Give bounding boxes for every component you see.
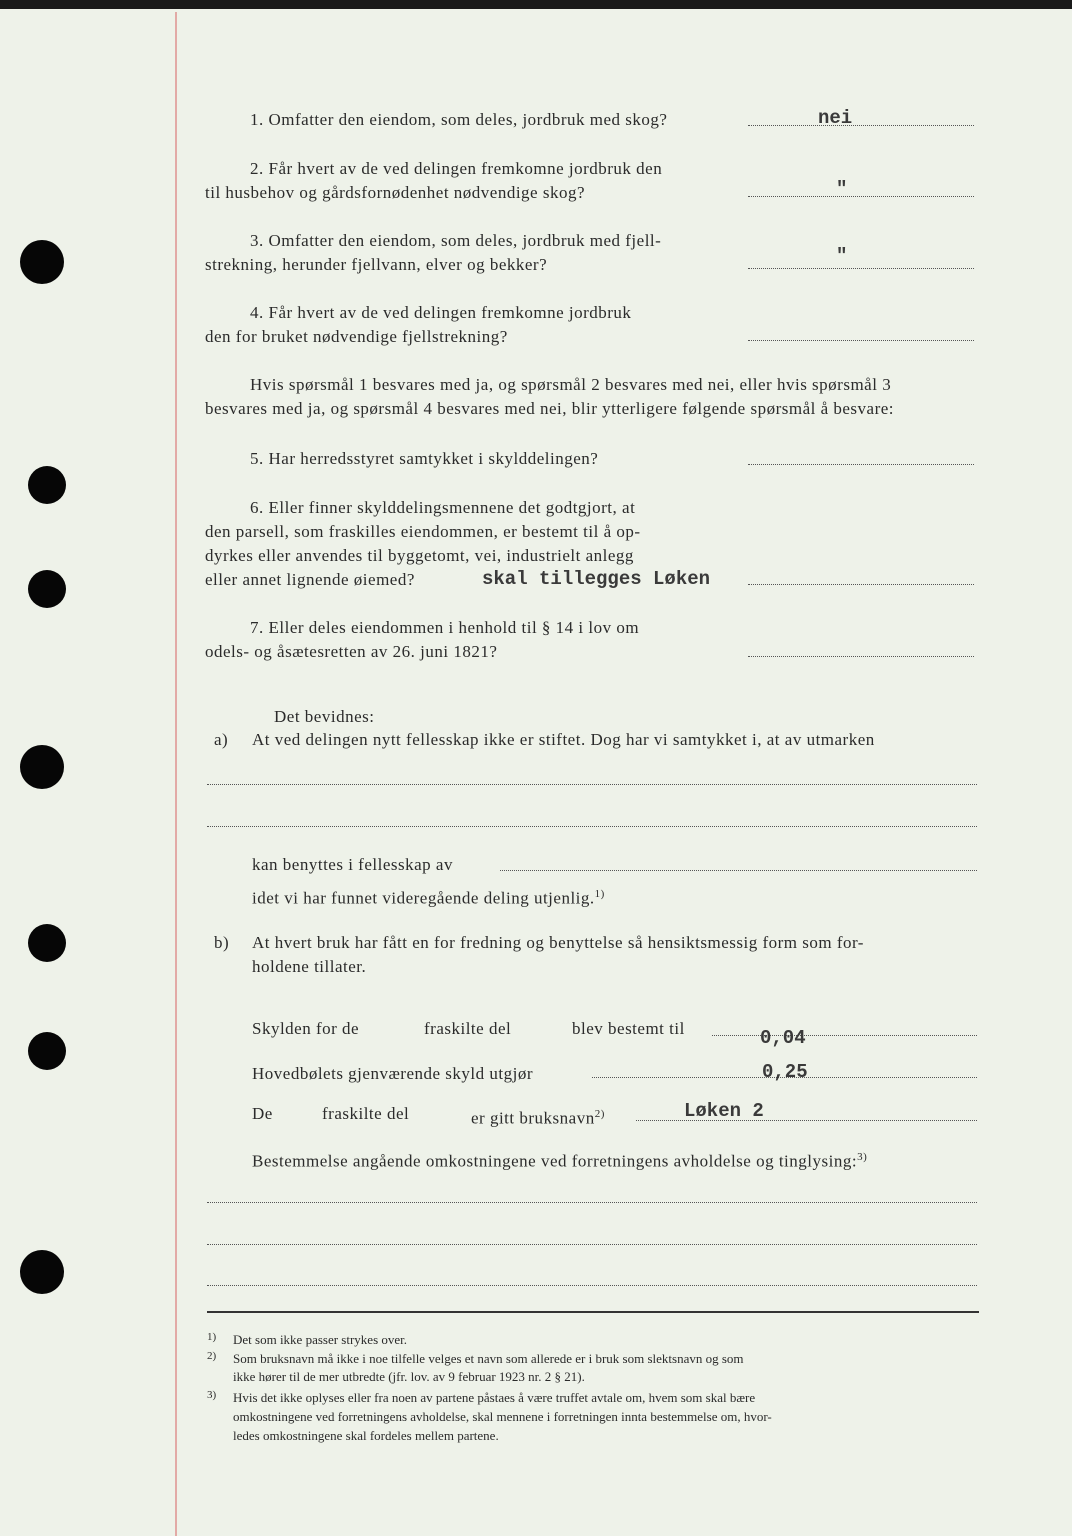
fill-line xyxy=(207,1202,977,1203)
question-2-line-2: til husbehov og gårdsfornødenhet nødvendige skog? xyxy=(205,183,586,202)
punch-hole xyxy=(28,466,66,504)
answer-line xyxy=(748,196,974,197)
footnote-3-mark: 3) xyxy=(207,1389,217,1401)
question-4-line-2: den for bruket nødvendige fjellstrekning? xyxy=(205,327,508,346)
condition-line-1: Hvis spørsmål 1 besvares med ja, og spørsmål 2 besvares med nei, eller hvis spørsmål 3 xyxy=(250,375,892,394)
costs-label xyxy=(252,1146,867,1173)
fill-line xyxy=(207,1285,977,1286)
costs-text: Bestemmelse angående omkostningene ved forretningens avholdelse og tinglysing: xyxy=(252,1151,858,1171)
item-b-line-2: holdene tillater. xyxy=(252,957,367,976)
question-7-line-2: odels- og åsætesretten av 26. juni 1821? xyxy=(205,642,498,661)
footnote-1-mark: 1) xyxy=(207,1331,217,1343)
remaining-skyld-value: 0,25 xyxy=(762,1061,808,1083)
answer-line xyxy=(748,340,974,341)
question-6-line-2: den parsell, som fraskilles eiendommen, er bestemt til å op- xyxy=(205,522,641,541)
answer-line xyxy=(748,464,974,465)
punch-hole xyxy=(20,1250,64,1294)
fill-line xyxy=(712,1035,977,1036)
answer-line xyxy=(748,125,974,126)
footnote-2-mark: 2) xyxy=(207,1350,217,1362)
question-3-line-2: strekning, herunder fjellvann, elver og bekker? xyxy=(205,255,548,274)
footnote-1: Det som ikke passer strykes over. xyxy=(233,1332,408,1347)
common-use-text: kan benyttes i fellesskap av xyxy=(252,855,453,874)
fill-line xyxy=(207,1244,977,1245)
answer-line xyxy=(748,656,974,657)
footnote-ref: 1) xyxy=(594,888,605,900)
remaining-skyld-label: Hovedbølets gjenværende skyld utgjør xyxy=(252,1064,533,1083)
footnote-2-line-1: Som bruksnavn må ikke i noe tilfelle velges et navn som allerede er i bruk som slektsnavn og som xyxy=(233,1351,744,1366)
question-6-line-1: 6. Eller finner skylddelingsmennene det godtgjort, at xyxy=(250,498,636,517)
answer-6: skal tillegges Løken xyxy=(482,568,711,590)
bruksnavn-value: Løken 2 xyxy=(684,1100,764,1122)
skyld-label-a: Skylden for de xyxy=(252,1019,360,1038)
answer-1: nei xyxy=(818,107,853,129)
item-a-label: a) xyxy=(214,730,229,749)
footnote-2-line-2: ikke hører til de mer utbredte (jfr. lov. av 9 februar 1923 nr. 2 § 21). xyxy=(233,1369,585,1384)
footnote-rule xyxy=(207,1311,979,1313)
answer-line xyxy=(748,584,974,585)
answer-2: " xyxy=(836,178,848,200)
question-1: 1. Omfatter den eiendom, som deles, jordbruk med skog? xyxy=(250,110,668,129)
footnote-3-line-2: omkostningene ved forretningens avholdelse, skal mennene i forretningen innta bestemmelse om, hvor- xyxy=(233,1409,772,1424)
bruksnavn-label-a: De xyxy=(252,1104,273,1123)
question-7-line-1: 7. Eller deles eiendommen i henhold til § 14 i lov om xyxy=(250,618,640,637)
footnote-ref: 3) xyxy=(857,1151,868,1163)
footnote-3-line-1: Hvis det ikke oplyses eller fra noen av partene påstaes å være truffet avtale om, hvem som skal bære xyxy=(233,1390,756,1405)
skyld-value: 0,04 xyxy=(760,1027,806,1049)
bruksnavn-label-b: fraskilte del xyxy=(322,1104,410,1123)
bruksnavn-text: er gitt bruksnavn xyxy=(471,1108,595,1128)
item-b-label: b) xyxy=(214,933,230,952)
fill-line xyxy=(500,870,977,871)
question-6-line-4: eller annet lignende øiemed? xyxy=(205,570,415,589)
question-2-line-1: 2. Får hvert av de ved delingen fremkomne jordbruk den xyxy=(250,159,663,178)
item-a-text: At ved delingen nytt fellesskap ikke er stiftet. Dog har vi samtykket i, at av utmarken xyxy=(252,730,875,749)
punch-hole xyxy=(28,924,66,962)
footnote-3-line-3: ledes omkostningene skal fordeles mellem partene. xyxy=(233,1428,499,1443)
reason-label: idet vi har funnet videregående deling utjenlig. xyxy=(252,888,595,908)
question-3-line-1: 3. Omfatter den eiendom, som deles, jordbruk med fjell- xyxy=(250,231,662,250)
attest-heading: Det bevidnes: xyxy=(274,707,375,726)
question-5: 5. Har herredsstyret samtykket i skylddelingen? xyxy=(250,449,599,468)
skyld-label-b: fraskilte del xyxy=(424,1019,512,1038)
fill-line xyxy=(207,826,977,827)
reason-text xyxy=(252,883,605,910)
skyld-label-c: blev bestemt til xyxy=(572,1019,685,1038)
bruksnavn-label-c xyxy=(471,1103,605,1130)
answer-3: " xyxy=(836,245,848,267)
margin-line xyxy=(175,12,177,1536)
question-6-line-3: dyrkes eller anvendes til byggetomt, vei, industrielt anlegg xyxy=(205,546,634,565)
scan-top-edge xyxy=(0,0,1072,9)
question-4-line-1: 4. Får hvert av de ved delingen fremkomne jordbruk xyxy=(250,303,632,322)
punch-hole xyxy=(20,745,64,789)
footnote-ref: 2) xyxy=(594,1108,605,1120)
answer-line xyxy=(748,268,974,269)
fill-line xyxy=(207,784,977,785)
punch-hole xyxy=(28,1032,66,1070)
item-b-line-1: At hvert bruk har fått en for fredning og benyttelse så hensiktsmessig form som for- xyxy=(252,933,864,952)
condition-line-2: besvares med ja, og spørsmål 4 besvares med nei, blir ytterligere følgende spørsmål å besvare: xyxy=(205,399,895,418)
punch-hole xyxy=(28,570,66,608)
punch-hole xyxy=(20,240,64,284)
